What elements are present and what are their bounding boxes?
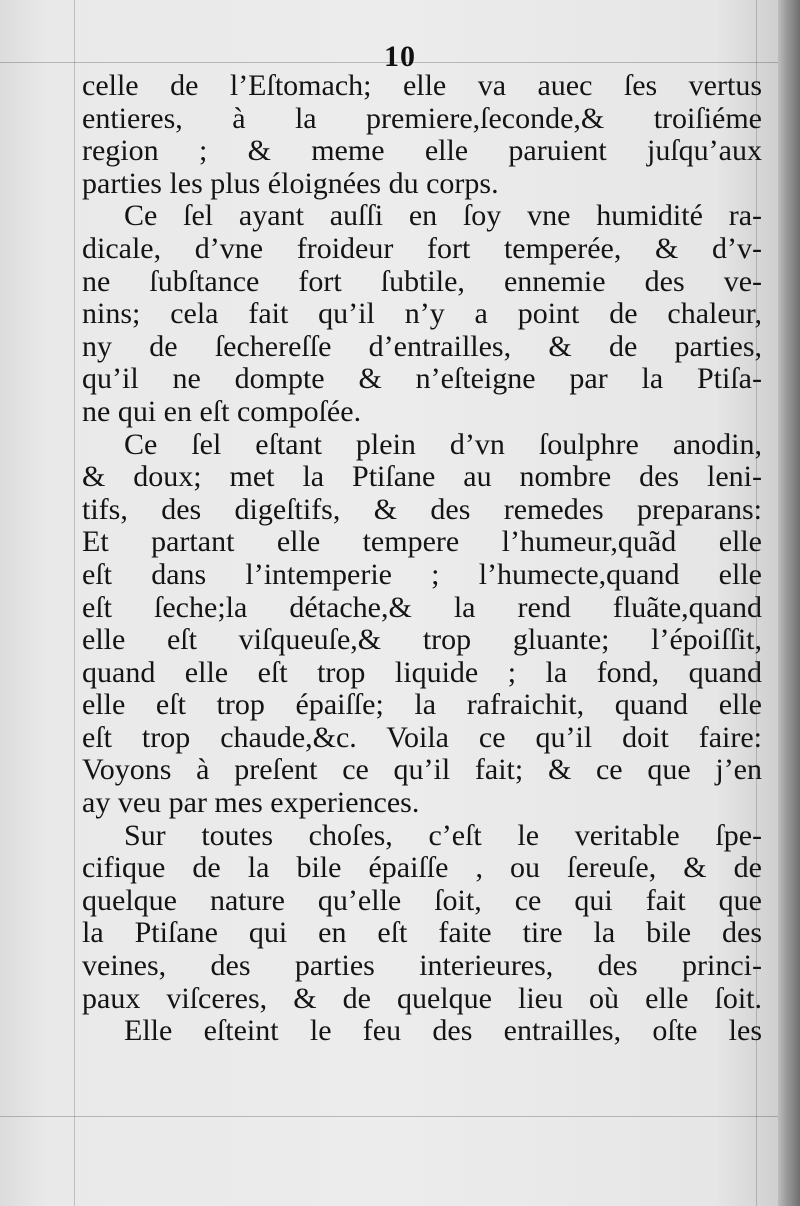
- text-line: Ce ſel eſtant plein d’vn ſoulphre anodin,: [124, 427, 762, 461]
- text-line: celle de l’Eſtomach; elle va auec ſes vertus: [82, 69, 762, 102]
- text-line: & doux; met la Ptiſane au nombre des leni-: [82, 460, 762, 494]
- text-line: eſt dans l’intemperie ; l’humecte,quand elle: [82, 557, 762, 591]
- text-line: Et partant elle tempere l’humeur,quãd elle: [82, 525, 762, 559]
- text-line: tifs, des digeſtifs, & des remedes preparans:: [82, 492, 762, 526]
- text-line: ne qui en eſt compoſée.: [82, 394, 362, 428]
- text-line: paux viſceres, & de quelque lieu où elle ſoit.: [82, 981, 762, 1015]
- text-line: region ; & meme elle paruient juſqu’aux: [82, 134, 762, 168]
- scan-ruler-line: [74, 0, 75, 1206]
- book-gutter-shadow: [778, 0, 800, 1206]
- text-line: elle eſt trop épaiſſe; la rafraichit, quand elle: [82, 688, 762, 722]
- text-line: parties les plus éloignées du corps.: [82, 166, 499, 200]
- text-line: la Ptiſane qui en eſt faite tire la bile des: [82, 916, 762, 950]
- text-line: quand elle eſt trop liquide ; la fond, quand: [82, 655, 762, 689]
- text-line: eſt trop chaude,&c. Voila ce qu’il doit faire:: [82, 720, 762, 754]
- text-line: Sur toutes choſes, c’eſt le veritable ſpe-: [124, 818, 762, 852]
- text-line: cifique de la bile épaiſſe , ou ſereuſe, & de: [82, 851, 762, 885]
- text-line: dicale, d’vne froideur fort temperée, & d’v-: [82, 231, 762, 265]
- scan-ruler-line: [0, 1116, 778, 1117]
- text-line: veines, des parties interieures, des princi-: [82, 949, 762, 983]
- page-body-text: [82, 70, 762, 1048]
- page-number: 10: [384, 40, 416, 73]
- text-line: ay veu par mes experiences.: [82, 786, 420, 820]
- text-line: Voyons à preſent ce qu’il fait; & ce que j’en: [82, 753, 762, 787]
- text-line: elle eſt viſqueuſe,& trop gluante; l’époiſſit,: [82, 623, 762, 657]
- text-line: nins; cela fait qu’il n’y a point de chaleur,: [82, 297, 762, 331]
- text-line: ne ſubſtance fort ſubtile, ennemie des ve-: [82, 264, 762, 298]
- text-line: qu’il ne dompte & n’eſteigne par la Ptiſa-: [82, 362, 762, 396]
- text-line: ny de ſechereſſe d’entrailles, & de parties,: [82, 329, 762, 363]
- text-line: Elle eſteint le feu des entrailles, oſte les: [124, 1014, 762, 1048]
- text-line: Ce ſel ayant auſſi en ſoy vne humidité ra-: [124, 199, 762, 233]
- text-line: eſt ſeche;la détache,& la rend fluãte,quand: [82, 590, 762, 624]
- text-line: entieres, à la premiere,ſeconde,& troiſiéme: [82, 101, 762, 135]
- text-line: quelque nature qu’elle ſoit, ce qui fait que: [82, 883, 762, 917]
